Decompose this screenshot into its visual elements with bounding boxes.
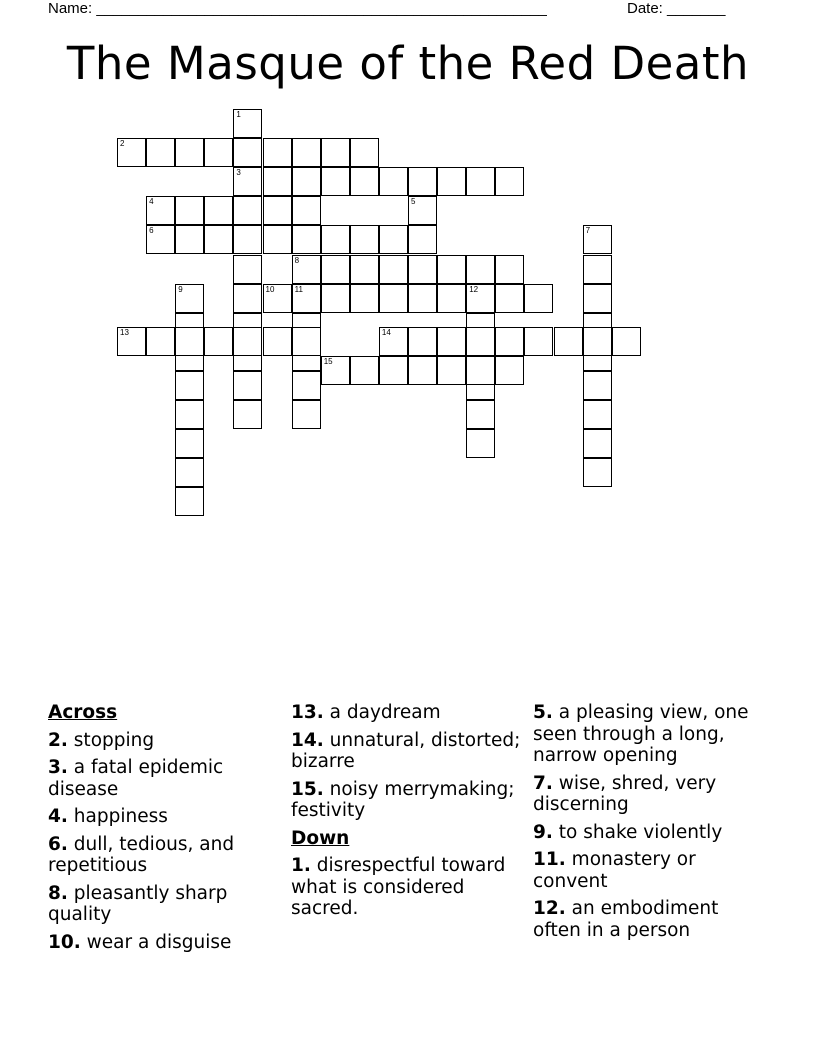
grid-cell[interactable] (583, 429, 612, 458)
puzzle-title: The Masque of the Red Death (66, 37, 750, 90)
grid-cell[interactable] (292, 371, 321, 400)
grid-cell[interactable] (612, 327, 641, 356)
grid-cell[interactable] (408, 356, 437, 385)
grid-cell[interactable] (379, 255, 408, 284)
grid-cell[interactable] (263, 138, 292, 167)
down-heading: Down (291, 827, 350, 849)
grid-cell[interactable] (204, 327, 233, 356)
grid-cell[interactable] (350, 225, 379, 254)
grid-cell[interactable] (233, 400, 262, 429)
clue-across-10: 10. wear a disguise (48, 931, 232, 953)
clue-down-12: 12. an embodiment often in a person (533, 898, 719, 941)
grid-cell[interactable] (292, 255, 321, 284)
clue-number: 7 (585, 226, 591, 236)
clue-number: 14 (381, 328, 391, 338)
grid-cell[interactable] (437, 327, 466, 356)
clue-down-9: 9. to shake violently (533, 821, 723, 843)
clue-number: 4 (149, 197, 154, 207)
grid-cell[interactable] (554, 327, 583, 356)
grid-cell[interactable] (321, 225, 350, 254)
clue-number: 3 (236, 168, 241, 178)
grid-cell[interactable] (466, 167, 495, 196)
grid-cell[interactable] (175, 196, 204, 225)
grid-cell[interactable] (408, 167, 437, 196)
grid-cell[interactable] (350, 255, 379, 284)
grid-cell[interactable] (175, 371, 204, 400)
grid-cell[interactable] (583, 458, 612, 487)
clue-number: 13 (120, 328, 129, 338)
grid-cell[interactable] (466, 284, 495, 313)
grid-cell[interactable] (495, 327, 524, 356)
grid-cell[interactable] (437, 255, 466, 284)
grid-cell[interactable] (175, 458, 204, 487)
grid-cell[interactable] (379, 225, 408, 254)
grid-cell[interactable] (146, 196, 175, 225)
grid-cell[interactable] (233, 327, 262, 356)
grid-cell[interactable] (495, 284, 524, 313)
grid-cell[interactable] (233, 109, 262, 138)
date-field[interactable]: Date: _______ (627, 0, 726, 17)
grid-cell[interactable] (292, 196, 321, 225)
grid-cell[interactable] (292, 138, 321, 167)
grid-cell[interactable] (233, 196, 262, 225)
clues-column-3 (533, 702, 769, 947)
grid-cell[interactable] (466, 327, 495, 356)
grid-cell[interactable] (117, 327, 146, 356)
grid-cell[interactable] (233, 138, 262, 167)
clue-number: 8 (294, 255, 300, 265)
grid-cell[interactable] (263, 167, 292, 196)
grid-cell[interactable] (437, 284, 466, 313)
grid-cell[interactable] (437, 356, 466, 385)
grid-cell[interactable] (524, 284, 553, 313)
grid-cell[interactable] (146, 138, 175, 167)
grid-cell[interactable] (204, 225, 233, 254)
clue-number: 10 (265, 284, 275, 294)
across-heading: Across (48, 702, 118, 723)
grid-cell[interactable] (524, 327, 553, 356)
grid-cell[interactable] (350, 138, 379, 167)
grid-cell[interactable] (495, 255, 524, 284)
grid-cell[interactable] (466, 255, 495, 284)
clues-column-2 (291, 702, 527, 926)
grid-cell[interactable] (321, 284, 350, 313)
grid-cell[interactable] (175, 284, 204, 313)
grid-cell[interactable] (175, 400, 204, 429)
clues-column-1 (48, 702, 273, 959)
grid-cell[interactable] (379, 284, 408, 313)
grid-cell[interactable] (466, 400, 495, 429)
grid-cell[interactable] (583, 284, 612, 313)
grid-cell[interactable] (175, 487, 204, 516)
clue-number: 2 (120, 139, 125, 149)
name-field[interactable]: Name: ______________________________________________________ (48, 0, 547, 17)
grid-cell[interactable] (204, 196, 233, 225)
clue-across-13: 13. a daydream (291, 702, 441, 723)
clue-across-15: 15. noisy merrymaking; festivity (291, 778, 515, 821)
grid-cell[interactable] (263, 225, 292, 254)
clue-across-14: 14. unnatural, distorted; bizarre (291, 729, 521, 772)
grid-cell[interactable] (321, 167, 350, 196)
grid-cell[interactable] (583, 255, 612, 284)
clue-number: 5 (411, 197, 416, 207)
grid-cell[interactable] (263, 327, 292, 356)
grid-cell[interactable] (350, 356, 379, 385)
grid-cell[interactable] (379, 167, 408, 196)
grid-cell[interactable] (292, 284, 321, 313)
grid-cell[interactable] (466, 429, 495, 458)
clue-across-6: 6. dull, tedious, and repetitious (48, 833, 235, 876)
grid-cell[interactable] (583, 371, 612, 400)
grid-cell[interactable] (292, 327, 321, 356)
clue-number: 12 (469, 284, 479, 294)
grid-cell[interactable] (408, 196, 437, 225)
grid-cell[interactable] (175, 327, 204, 356)
grid-cell[interactable] (379, 356, 408, 385)
grid-cell[interactable] (321, 255, 350, 284)
grid-cell[interactable] (292, 225, 321, 254)
grid-cell[interactable] (437, 167, 466, 196)
grid-cell[interactable] (292, 167, 321, 196)
clue-number: 6 (149, 226, 154, 236)
grid-cell[interactable] (175, 429, 204, 458)
grid-cell[interactable] (146, 327, 175, 356)
grid-cell[interactable] (204, 138, 233, 167)
clue-across-4: 4. happiness (48, 806, 168, 827)
grid-cell[interactable] (263, 196, 292, 225)
grid-cell[interactable] (379, 327, 408, 356)
grid-cell[interactable] (233, 255, 262, 284)
grid-cell[interactable] (350, 167, 379, 196)
clue-across-8: 8. pleasantly sharp quality (48, 882, 228, 925)
grid-cell[interactable] (146, 225, 175, 254)
grid-cell[interactable] (321, 356, 350, 385)
clue-number: 11 (294, 284, 303, 294)
grid-cell[interactable] (583, 327, 612, 356)
clue-across-3: 3. a fatal epidemic disease (48, 757, 224, 800)
clue-down-7: 7. wise, shred, very discerning (533, 772, 717, 815)
clue-number: 15 (323, 357, 333, 367)
grid-cell[interactable] (495, 167, 524, 196)
grid-cell[interactable] (495, 356, 524, 385)
grid-cell[interactable] (175, 138, 204, 167)
grid-cell[interactable] (466, 356, 495, 385)
grid-cell[interactable] (263, 284, 292, 313)
grid-cell[interactable] (583, 400, 612, 429)
clue-number: 1 (236, 110, 241, 119)
grid-cell[interactable] (233, 167, 262, 196)
clue-down-5: 5. a pleasing view, one seen through a long, narrow opening (533, 702, 749, 766)
clue-down-11: 11. monastery or convent (533, 849, 696, 892)
grid-cell[interactable] (408, 327, 437, 356)
grid-cell[interactable] (292, 400, 321, 429)
clue-number: 9 (178, 284, 183, 294)
grid-cell[interactable] (583, 225, 612, 254)
grid-cell[interactable] (350, 284, 379, 313)
grid-cell[interactable] (117, 138, 146, 167)
grid-cell[interactable] (233, 284, 262, 313)
clue-across-2: 2. stopping (48, 729, 155, 751)
grid-cell[interactable] (321, 138, 350, 167)
grid-cell[interactable] (408, 284, 437, 313)
grid-cell[interactable] (233, 225, 262, 254)
grid-cell[interactable] (408, 255, 437, 284)
grid-cell[interactable] (408, 225, 437, 254)
grid-cell[interactable] (233, 371, 262, 400)
clue-down-1: 1. disrespectful toward what is considered sacred. (291, 855, 506, 919)
grid-cell[interactable] (175, 225, 204, 254)
